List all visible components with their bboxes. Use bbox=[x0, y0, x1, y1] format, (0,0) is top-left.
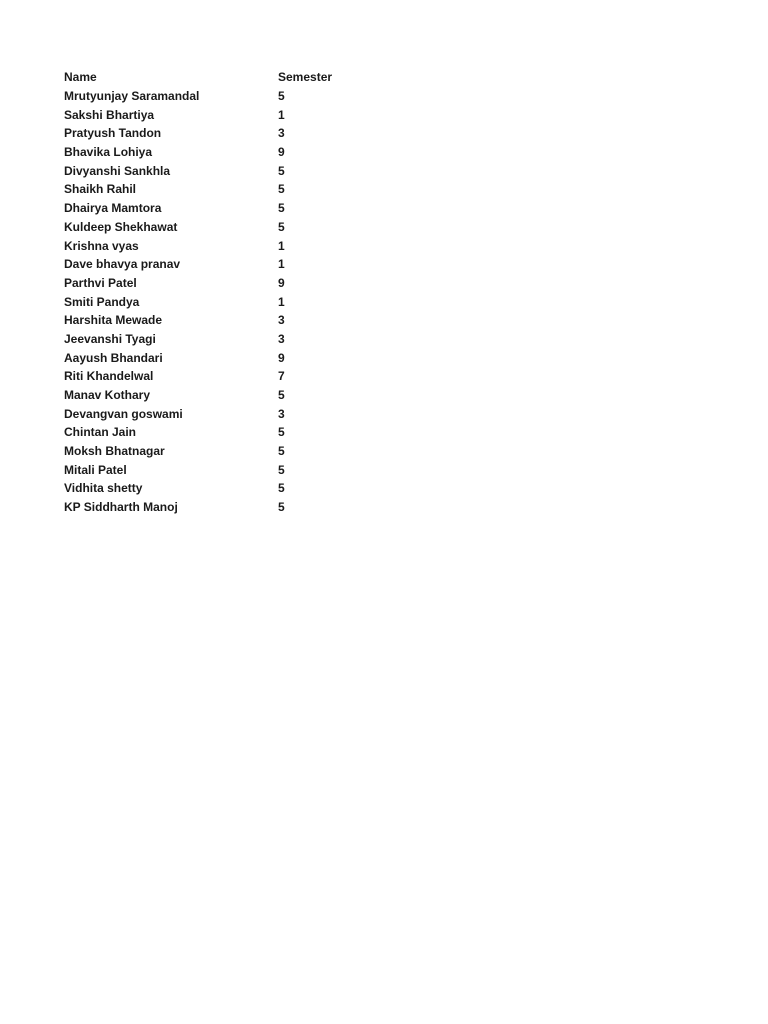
table-row bbox=[64, 199, 358, 218]
table-row bbox=[64, 442, 358, 461]
student-semester: 3 bbox=[278, 331, 285, 346]
student-name: Aayush Bhandari bbox=[64, 350, 163, 365]
student-semester: 5 bbox=[278, 500, 285, 515]
student-name: Moksh Bhatnagar bbox=[64, 444, 165, 459]
student-name: Kuldeep Shekhawat bbox=[64, 219, 178, 234]
student-semester: 9 bbox=[278, 350, 285, 365]
student-name: Smiti Pandya bbox=[64, 294, 140, 309]
student-name: Vidhita shetty bbox=[64, 481, 143, 496]
student-name: Divyanshi Sankhla bbox=[64, 163, 171, 178]
student-name: Mitali Patel bbox=[64, 462, 127, 477]
table-row bbox=[64, 423, 358, 442]
table-row bbox=[64, 292, 358, 311]
student-semester: 5 bbox=[278, 444, 285, 459]
table-row bbox=[64, 143, 358, 162]
student-name: Jeevanshi Tyagi bbox=[64, 331, 156, 346]
student-semester: 5 bbox=[278, 462, 285, 477]
table-row bbox=[64, 479, 358, 498]
student-semester: 9 bbox=[278, 145, 285, 160]
table-row bbox=[64, 124, 358, 143]
student-name: Mrutyunjay Saramandal bbox=[64, 89, 200, 104]
student-semester: 5 bbox=[278, 219, 285, 234]
table-header-row bbox=[64, 68, 358, 87]
student-semester: 5 bbox=[278, 182, 285, 197]
student-semester: 1 bbox=[278, 107, 285, 122]
table-row bbox=[64, 218, 358, 237]
table-row bbox=[64, 311, 358, 330]
student-name: Devangvan goswami bbox=[64, 406, 183, 421]
column-header-name: Name bbox=[64, 70, 97, 85]
student-name: Dave bhavya pranav bbox=[64, 257, 181, 272]
table-row bbox=[64, 180, 358, 199]
student-name: KP Siddharth Manoj bbox=[64, 500, 178, 515]
table-row bbox=[64, 274, 358, 293]
student-semester: 5 bbox=[278, 481, 285, 496]
student-semester: 7 bbox=[278, 369, 285, 384]
table-row bbox=[64, 236, 358, 255]
student-semester: 5 bbox=[278, 201, 285, 216]
student-semester: 3 bbox=[278, 126, 285, 141]
student-name: Dhairya Mamtora bbox=[64, 201, 162, 216]
student-name: Harshita Mewade bbox=[64, 313, 163, 328]
student-name: Bhavika Lohiya bbox=[64, 145, 153, 160]
table-row bbox=[64, 161, 358, 180]
student-name: Manav Kothary bbox=[64, 388, 151, 403]
student-semester: 1 bbox=[278, 257, 285, 272]
student-semester: 1 bbox=[278, 294, 285, 309]
student-semester: 5 bbox=[278, 163, 285, 178]
student-name: Riti Khandelwal bbox=[64, 369, 154, 384]
student-semester: 3 bbox=[278, 406, 285, 421]
student-name: Sakshi Bhartiya bbox=[64, 107, 155, 122]
student-semester: 9 bbox=[278, 275, 285, 290]
student-semester: 5 bbox=[278, 425, 285, 440]
table-row bbox=[64, 386, 358, 405]
student-name: Krishna vyas bbox=[64, 238, 139, 253]
table-row bbox=[64, 498, 358, 517]
table-row bbox=[64, 105, 358, 124]
table-row bbox=[64, 367, 358, 386]
table-row bbox=[64, 255, 358, 274]
student-name: Chintan Jain bbox=[64, 425, 137, 440]
table-row bbox=[64, 330, 358, 349]
column-header-semester: Semester bbox=[278, 70, 333, 85]
table-row bbox=[64, 404, 358, 423]
student-semester: 5 bbox=[278, 89, 285, 104]
student-name: Shaikh Rahil bbox=[64, 182, 137, 197]
student-table bbox=[64, 68, 358, 517]
student-name: Parthvi Patel bbox=[64, 275, 137, 290]
student-semester: 3 bbox=[278, 313, 285, 328]
table-row bbox=[64, 460, 358, 479]
table-row bbox=[64, 87, 358, 106]
student-semester: 5 bbox=[278, 388, 285, 403]
student-semester: 1 bbox=[278, 238, 285, 253]
student-name: Pratyush Tandon bbox=[64, 126, 162, 141]
table-row bbox=[64, 348, 358, 367]
